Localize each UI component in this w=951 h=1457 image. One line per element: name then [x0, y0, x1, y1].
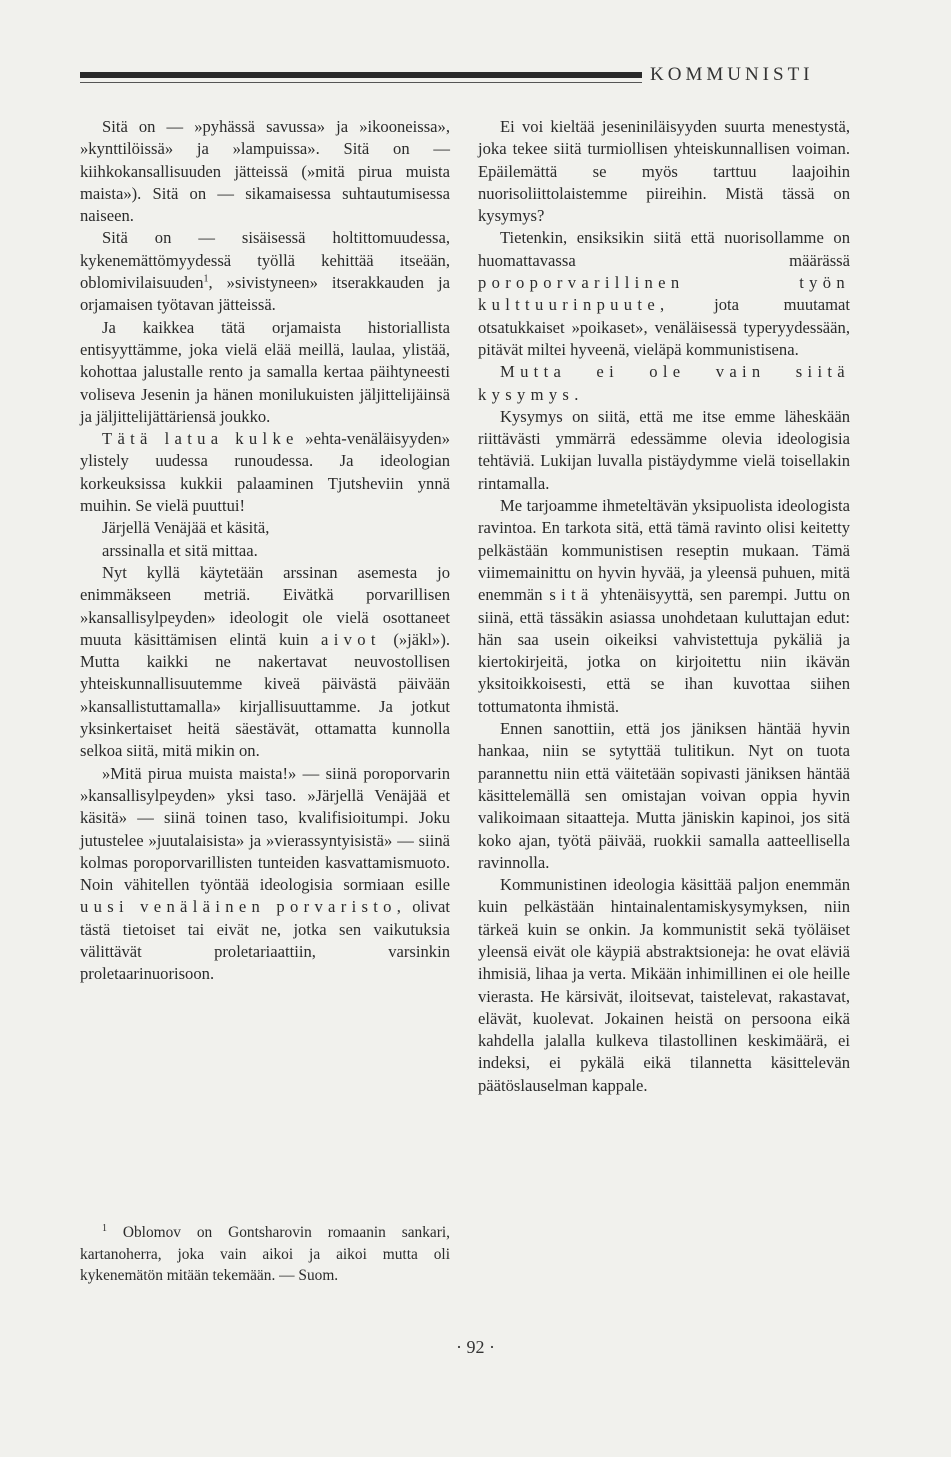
spaced-text: uusi venäläinen porvaristo,	[80, 897, 407, 917]
text-run: »Mitä pirua muista maista!» — siinä poroporvarin »kansallisylpeyden» yksi taso. »Järjellä Venäjää et käsitä» — siinä toinen taso, kvalifisioitumpi. Joku jutustelee »juutalaisista» ja »vierassyntyisistä» — siinä kolmas poroporvarillisten tunteiden kasvattamismuoto. Noin vähitellen työntää ideologisia sormiaan esille	[80, 763, 450, 895]
paragraph	[80, 763, 450, 986]
text-run: yhtenäisyyttä, sen parempi. Juttu on siinä, että tässäkin asiassa unohdetaan kuluttajan edut: hän saa usein oikeiksi vahvistettuja pykäliä ja kiertokirjeitä, jotka on kirjoitettu niin ikävän yksitoikkoisesti, että se ihan kuvottaa siihen tottumatonta ihmistä.	[478, 585, 850, 716]
paragraph	[80, 428, 450, 517]
spaced-text: poroporvarillinen työn kulttuurinpuute,	[478, 273, 850, 315]
running-title: KOMMUNISTI	[650, 64, 814, 85]
paragraph: Ennen sanottiin, että jos jäniksen häntää hyvin hankaa, niin se sytyttää tulitikun. Nyt on tuota parannettu niin että väitetään sopivasti jäniksen häntää käsittelemällä sen omistajan voivan oppia hyvin valikoimaan sitaatteja. Mutta jäniskin kapinoi, jos sitä koko ajan, työtä päivää, ruokkii samalla aatteellisella ravinnolla.	[478, 719, 850, 872]
text-run: Me tarjoamme ihmeteltävän yksipuolista ideologista ravintoa. En tarkota sitä, että tämä ravinto olisi keitetty pelkästään kommunistisen reseptin mukaan. Tämä viimemainittu on hyvin hyvää, ja yleensä puhuen, mitä enemmän	[478, 496, 850, 605]
paragraph	[478, 227, 850, 361]
text-run: Nyt kyllä käytetään arssinan asemesta jo enimmäkseen metriä. Eivätkä porvarillisen »kansallisylpeyden» ideologit ole vielä osottaneet muuta käsittämisen elintä kuin	[80, 562, 450, 649]
spaced-text: aivot	[321, 629, 381, 649]
text-run: (»jäkl»). Mutta kaikki ne nakertavat neuvostollisen yhteiskunnallisuutemme kiveä päivästä päivään »kansallistuttamalla» kirjallisuuttamme. Ja jotkut yksinkertaiset heitä säestävät, ottamatta kunnolla selkoa siitä, mitä mikin on.	[80, 629, 450, 761]
verse-quote	[80, 517, 450, 562]
header-rule-thick	[80, 72, 642, 78]
text-run: »ehta-venäläisyyden» ylistely uudessa runoudessa. Ja ideologian korkeuksissa kukkii palaaminen Tjutsheviin ynnä muihin. Se vielä puuttui!	[80, 429, 450, 516]
text-run: jota muutamat otsatukkaiset »poikaset», venäläisessä typeryydessään, pitävät miltei hyveenä, vieläpä kommunistisena.	[478, 295, 850, 359]
paragraph	[478, 361, 850, 406]
paragraph: Ja kaikkea tätä orjamaista historiallista entisyyttämme, joka vielä elää meillä, laulaa, ylistää, kohottaa jalustalle rento ja samalla kertaa päihtyneesti voliseva Jesenin ja hänen monilukuisten jäljittelijäinsä ja jäljittelijättäriensä joukko.	[80, 317, 450, 426]
paragraph	[80, 562, 450, 763]
right-column	[478, 116, 850, 1097]
footnote-text: Oblomov on Gontsharovin romaanin sankari, kartanoherra, joka vain aikoi ja aikoi mutta oli kykenemätön mitään tekemään. — Suom.	[80, 1224, 450, 1284]
paragraph: Kommunistinen ideologia käsittää paljon enemmän kuin pelkästään hintainalentamiskysymyksen, niin tärkeä kuin se onkin. Ja kommunistit sekä työläiset yleensä eivät ole käypiä abstraktsioneja: he ovat eläviä ihmisiä, lihaa ja verta. Mikään inhimillinen ei ole heille vierasta. He kärsivät, iloitsevat, taistelevat, rakastavat, elävät, kuolevat. Jokainen heistä on persoona eikä kahdella jalalla kulkeva tilastollinen keskimäärä, ei indeksi, ei pykälä eikä tilannetta käsittelevän päätöslauselman kappale.	[478, 875, 850, 1095]
text-run: Tietenkin, ensiksikin siitä että nuorisollamme on huomattavassa määrässä	[478, 228, 850, 270]
footnote-reference: 1	[203, 273, 209, 285]
paragraph: Ei voi kieltää jeseniniläisyyden suurta menestystä, joka tekee siitä turmiollisen yhteiskunnallisen voiman. Epäilemättä se myös tarttuu laajoihin nuorisoliittolaistemme piireihin. Mistä tässä on kysymys?	[478, 117, 850, 226]
spaced-text: Tätä latua kulke	[102, 429, 299, 449]
footnote	[80, 1222, 450, 1287]
spaced-text: sitä	[549, 585, 594, 605]
verse-line: Järjellä Venäjää et käsitä,	[102, 518, 270, 538]
paragraph: Kysymys on siitä, että me itse emme läheskään riittävästi ymmärrä edessämme olevia ideologisia tehtäviä. Lukijan luvalla pistäydymme vielä toisellakin rintamalla.	[478, 406, 850, 493]
verse-line: arssinalla et sitä mittaa.	[102, 540, 258, 560]
left-column	[80, 116, 450, 986]
spaced-text: Mutta ei ole vain siitä kysymys.	[478, 362, 850, 404]
paragraph	[80, 227, 450, 316]
page-number: · 92 ·	[456, 1337, 495, 1357]
text-run: olivat tästä tietoiset tai eivät ne, jotka sen vaikutuksia välittävät proletariaattiin, varsinkin proletaarinuorisoon.	[80, 897, 450, 984]
text-run: , »sivistyneen» itserakkauden ja orjamaisen työtavan jätteissä.	[80, 273, 450, 315]
header-rule-thin	[80, 82, 642, 83]
footnote-marker: 1	[102, 1222, 107, 1234]
paragraph: Sitä on — »pyhässä savussa» ja »ikooneissa», »kynttilöissä» ja »lampuissa». Sitä on — kiihkokansallisuuden jätteissä (»mitä pirua muista maista»). Sitä on — sikamaisessa suhtautumisessa naiseen.	[80, 117, 450, 226]
paragraph	[478, 495, 850, 718]
text-run: Sitä on — sisäisessä holtittomuudessa, kykenemättömyydessä työllä kehittää itseään, oblomivilaisuuden	[80, 228, 450, 293]
